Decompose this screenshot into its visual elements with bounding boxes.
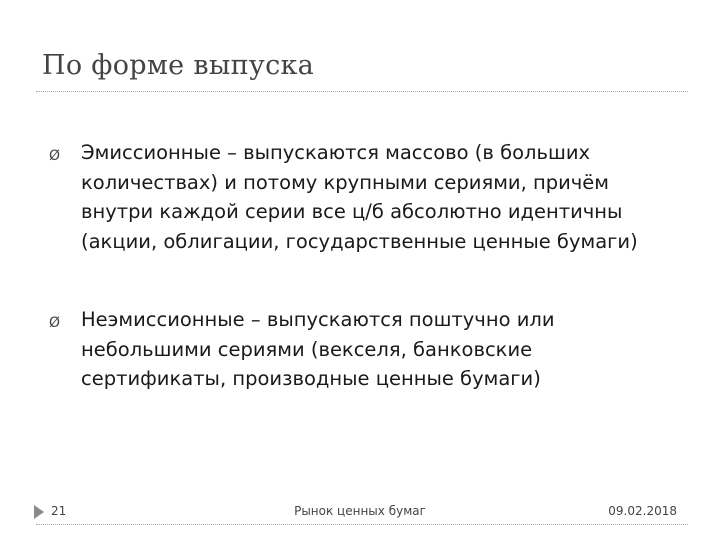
bullet-arrow-icon: Ø	[49, 315, 61, 331]
term-emission: Эмиссионные	[81, 141, 221, 164]
slide-title: По форме выпуска	[42, 50, 315, 81]
list-item-emission	[81, 138, 681, 256]
term-non-emission: Неэмиссионные	[81, 308, 245, 331]
title-divider	[36, 91, 688, 92]
page-number: 21	[51, 504, 67, 518]
description-non-emission: – выпускаются поштучно или небольшими сериями (векселя, банковские сертификаты, производные ценные бумаги)	[81, 308, 555, 390]
list-item-non-emission	[81, 305, 681, 394]
footer-divider	[36, 524, 688, 525]
footer-date: 09.02.2018	[608, 504, 677, 518]
description-emission: – выпускаются массово (в больших количествах) и потому крупными сериями, причём внутри каждой серии все ц/б абсолютно идентичны (акции, облигации, государственные ценные бумаги)	[81, 141, 638, 253]
bullet-arrow-icon: Ø	[49, 148, 61, 164]
footer-title: Рынок ценных бумаг	[294, 504, 426, 518]
